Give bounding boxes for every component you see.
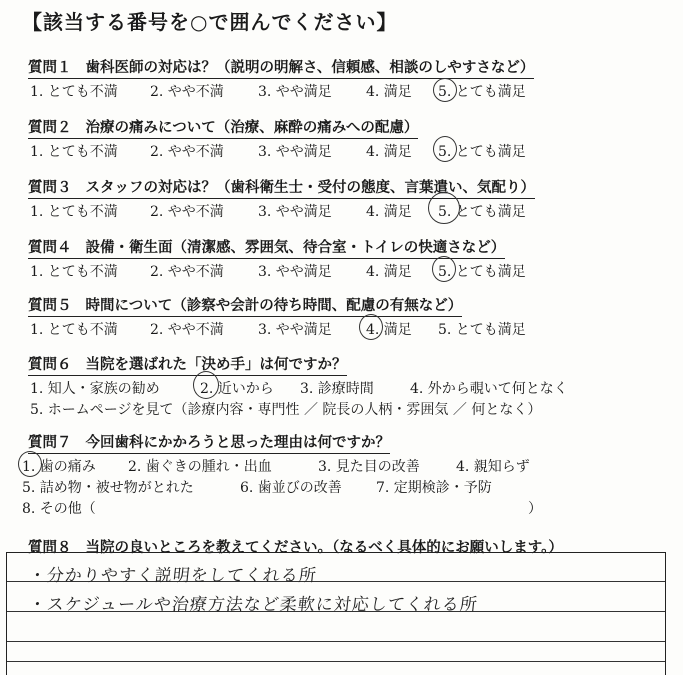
survey-title: 【該当する番号を○で囲んでください】 (22, 10, 398, 34)
option-1[interactable]: 1. とても不満 (30, 144, 118, 160)
option-4[interactable]: 4. 満足 (366, 264, 412, 280)
question-text: 設備・衛生面（清潔感、雰囲気、待合室・トイレの快適さなど） (85, 239, 506, 256)
question-7 (22, 431, 542, 517)
option-4[interactable]: 4. 満足 (366, 144, 412, 160)
option-1[interactable]: 1. とても不満 (30, 84, 118, 100)
option-5-selected[interactable]: 5. とても満足 (438, 204, 526, 220)
option-4[interactable]: 4. 親知らず (456, 459, 530, 475)
question-text: スタッフの対応は？（歯科衛生士・受付の態度、言葉遣い、気配り） (85, 179, 535, 196)
option-2[interactable]: 2. 歯ぐきの腫れ・出血 (128, 459, 272, 475)
option-3[interactable]: 3. 診療時間 (300, 381, 374, 397)
rating-options (28, 318, 526, 338)
option-4[interactable]: 4. 外から覗いて何となく (410, 381, 568, 397)
option-1[interactable]: 1. とても不満 (30, 204, 118, 220)
question-number: 質問６ (28, 356, 72, 373)
question-4-heading (28, 236, 505, 259)
reason-options-row-2 (22, 476, 492, 496)
question-6-heading (28, 353, 347, 376)
option-5[interactable]: 5. 詰め物・被せ物がとれた (22, 480, 194, 496)
question-4 (28, 236, 526, 280)
question-number: 質問４ (28, 239, 72, 256)
rating-options (28, 260, 526, 280)
question-number: 質問７ (28, 434, 72, 451)
rating-options (28, 200, 535, 220)
question-5-heading (28, 294, 462, 317)
option-1-selected[interactable]: 1. 歯の痛み (22, 459, 96, 475)
option-3[interactable]: 3. やや満足 (258, 264, 332, 280)
option-3[interactable]: 3. やや満足 (258, 204, 332, 220)
option-4-selected[interactable]: 4. 満足 (366, 322, 412, 338)
question-text: 当院を選ばれた「決め手」は何ですか？ (85, 356, 347, 373)
option-2[interactable]: 2. やや不満 (150, 84, 224, 100)
question-number: 質問２ (28, 119, 72, 136)
option-8-other[interactable]: 8. その他（ (22, 501, 96, 517)
option-3[interactable]: 3. やや満足 (258, 144, 332, 160)
rating-options (28, 140, 526, 160)
option-5-selected[interactable]: 5. とても満足 (438, 84, 526, 100)
question-1-heading (28, 56, 534, 79)
question-text: 今回歯科にかかろうと思った理由は何ですか？ (85, 434, 390, 451)
option-4[interactable]: 4. 満足 (366, 84, 412, 100)
handwritten-answer-2: ・スケジュールや治療方法など柔軟に対応してくれる所 (27, 595, 479, 615)
option-5[interactable]: 5. ホームページを見て（診療内容・専門性 ／ 院長の人柄・雰囲気 ／ 何となく） (30, 402, 542, 418)
option-3[interactable]: 3. 見た目の改善 (318, 459, 420, 475)
handwritten-answer-1: ・分かりやすく説明をしてくれる所 (27, 566, 318, 586)
question-7-heading (28, 431, 390, 454)
option-4[interactable]: 4. 満足 (366, 204, 412, 220)
question-text: 時間について（診察や会計の待ち時間、配慮の有無など） (85, 297, 463, 314)
answer-line (7, 641, 665, 642)
option-1[interactable]: 1. 知人・家族の勧め (30, 381, 160, 397)
reason-options (28, 377, 568, 397)
option-2[interactable]: 2. やや不満 (150, 322, 224, 338)
option-5[interactable]: 5. とても満足 (438, 322, 526, 338)
question-3 (28, 176, 535, 220)
option-3[interactable]: 3. やや満足 (258, 322, 332, 338)
question-text: 当院の良いところを教えてください。（なるべく具体的にお願いします。） (85, 539, 563, 556)
reason-options-row-2 (28, 398, 542, 418)
option-1[interactable]: 1. とても不満 (30, 264, 118, 280)
question-6 (28, 353, 568, 418)
question-number: 質問３ (28, 179, 72, 196)
option-2[interactable]: 2. やや不満 (150, 204, 224, 220)
question-5 (28, 294, 526, 338)
question-text: 治療の痛みについて（治療、麻酔の痛みへの配慮） (85, 119, 419, 136)
option-1[interactable]: 1. とても不満 (30, 322, 118, 338)
reason-options (22, 455, 530, 475)
question-number: 質問８ (28, 539, 72, 556)
option-2-selected[interactable]: 2. 近いから (200, 381, 274, 397)
question-text: 歯科医師の対応は？（説明の明解さ、信頼感、相談のしやすさなど） (85, 59, 535, 76)
option-5-selected[interactable]: 5. とても満足 (438, 264, 526, 280)
free-answer-box[interactable] (6, 552, 666, 675)
question-2 (28, 116, 526, 160)
other-close-paren: ） (528, 501, 542, 517)
question-number: 質問１ (28, 59, 72, 76)
option-7[interactable]: 7. 定期検診・予防 (376, 480, 492, 496)
question-2-heading (28, 116, 418, 139)
rating-options (28, 80, 534, 100)
reason-options-row-3 (22, 497, 542, 517)
question-1 (28, 56, 534, 100)
option-6[interactable]: 6. 歯並びの改善 (240, 480, 342, 496)
question-number: 質問５ (28, 297, 72, 314)
answer-line (7, 661, 665, 662)
option-2[interactable]: 2. やや不満 (150, 264, 224, 280)
option-3[interactable]: 3. やや満足 (258, 84, 332, 100)
question-3-heading (28, 176, 535, 199)
option-2[interactable]: 2. やや不満 (150, 144, 224, 160)
option-5-selected[interactable]: 5. とても満足 (438, 144, 526, 160)
